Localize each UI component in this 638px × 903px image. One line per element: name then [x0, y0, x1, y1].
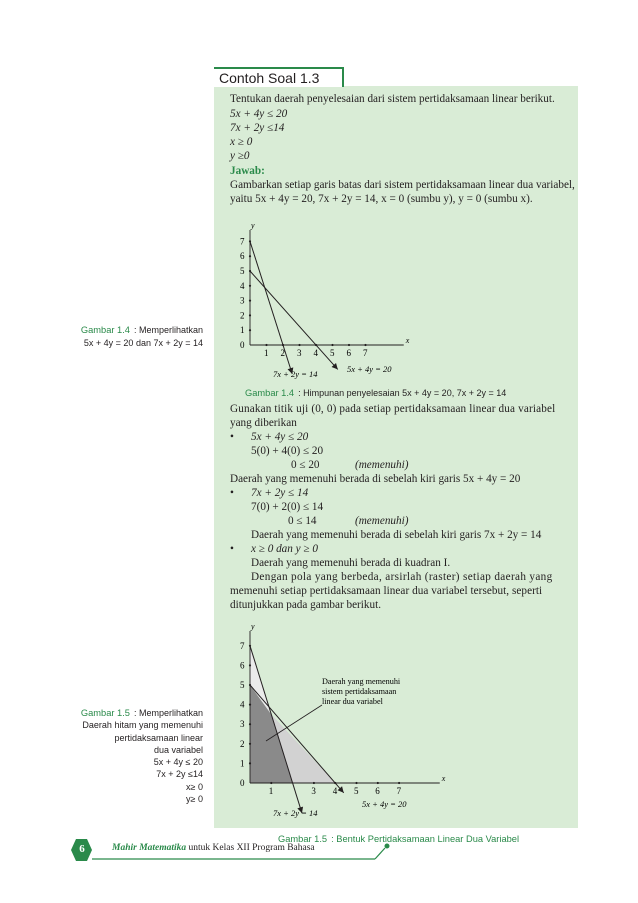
y-tick-label: 5 [240, 266, 245, 276]
bullet-2: • [230, 487, 234, 499]
x-tick-label: 5 [354, 786, 359, 796]
figure-1-4-chart [214, 200, 578, 380]
y-tick-label: 3 [240, 295, 245, 306]
book-subtitle: untuk Kelas XII Program Bahasa [188, 843, 315, 853]
line-7x2y [250, 241, 292, 374]
method-p2c: ditunjukkan pada gambar berikut. [230, 599, 381, 611]
y-tick-mark [249, 664, 251, 666]
y-tick-mark [249, 255, 251, 257]
x-tick-mark [331, 344, 333, 346]
method-p2b: memenuhi setiap pertidaksamaan linear dua variabel tersebut, seperti [230, 585, 543, 597]
margin-caption-1-text2: 5x + 4y = 20 dan 7x + 2y = 14 [83, 338, 203, 348]
y-tick-label: 6 [240, 251, 245, 262]
y-tick-label: 5 [240, 680, 245, 690]
y-tick-label: 2 [240, 738, 245, 749]
y-tick-label: 3 [240, 719, 245, 730]
y-axis-label: y [251, 622, 255, 631]
method-b2s2: 0 ≤ 14 [288, 515, 317, 527]
y-tick-label: 0 [240, 340, 245, 350]
footer-rule-end [375, 848, 385, 859]
margin-caption-2-line: dua variabel [153, 744, 203, 755]
method-b2: 7x + 2y ≤ 14 [251, 487, 309, 499]
margin-caption-2-line: y≥ 0 [186, 794, 203, 805]
answer-text-2: yaitu 5x + 4y = 20, 7x + 2y = 14, x = 0 (sumbu y), y = 0 (sumbu x). [230, 193, 533, 205]
margin-caption-2 [20, 706, 203, 805]
method-p2a: Dengan pola yang berbeda, arsirlah (raster) setiap daerah yang [251, 571, 553, 583]
x-tick-mark [270, 782, 272, 784]
y-tick-mark [249, 762, 251, 764]
method-b2c: Daerah yang memenuhi berada di sebelah kiri garis 7x + 2y = 14 [251, 529, 542, 541]
page-number: 6 [79, 843, 85, 855]
method-b3: x ≥ 0 dan y ≥ 0 [251, 543, 318, 555]
fig1-caption-text: : Himpunan penyelesaian 5x + 4y = 20, 7x + 2y = 14 [298, 388, 507, 398]
y-tick-mark [249, 329, 251, 331]
y-tick-label: 7 [240, 640, 245, 651]
fig2-annotation-line: sistem pertidaksamaan [322, 687, 397, 696]
x-tick-label: 1 [268, 786, 274, 796]
method-b3c: Daerah yang memenuhi berada di kuadran I. [251, 557, 451, 569]
y-tick-label: 0 [240, 778, 245, 788]
method-memenuhi-1: (memenuhi) [355, 459, 409, 471]
fig2-line-label-a: 7x + 2y = 14 [273, 808, 318, 818]
book-title: Mahir Matematika [112, 843, 187, 853]
margin-caption-2-line: pertidaksamaan linear [114, 732, 203, 743]
margin-caption-2-line: Daerah hitam yang memenuhi [82, 720, 203, 731]
y-tick-label: 1 [240, 758, 245, 769]
x-tick-mark [377, 782, 379, 784]
answer-label: Jawab: [230, 165, 265, 177]
margin-caption-2-line: x≥ 0 [186, 781, 203, 792]
figure-1-5-chart [214, 605, 578, 827]
x-tick-label: 6 [346, 348, 351, 358]
method-b1s2: 0 ≤ 20 [291, 459, 320, 471]
ineq-4: y ≥0 [230, 150, 250, 162]
y-tick-label: 7 [240, 236, 245, 247]
fig1-line-label-b: 5x + 4y = 20 [347, 364, 392, 374]
margin-caption-2-line: 7x + 2y ≤14 [156, 769, 203, 780]
footer-dot [385, 844, 390, 849]
problem-intro: Tentukan daerah penyelesaian dari sistem pertidaksamaan linear berikut. [230, 93, 555, 105]
method-b1: 5x + 4y ≤ 20 [251, 431, 309, 443]
method-p1a: Gunakan titik uji (0, 0) pada setiap pertidaksamaan linear dua variabel [230, 403, 556, 415]
x-tick-label: 7 [363, 348, 368, 358]
x-axis-label: x [405, 336, 410, 345]
y-tick-mark [249, 743, 251, 745]
footer-text [112, 843, 315, 853]
y-tick-mark [249, 314, 251, 316]
y-tick-mark [249, 285, 251, 287]
figure-1-4-caption [245, 383, 506, 401]
y-tick-label: 1 [240, 325, 245, 336]
x-tick-label: 5 [330, 348, 335, 358]
margin-caption-2-line: 5x + 4y ≤ 20 [153, 757, 203, 768]
bullet-3: • [230, 543, 234, 555]
fig2-annotation-line: Daerah yang memenuhi [322, 677, 401, 686]
fig2-caption-text: : Bentuk Pertidaksamaan Linear Dua Variabel [331, 834, 520, 844]
method-b1s1: 5(0) + 4(0) ≤ 20 [251, 445, 324, 457]
x-axis-label: x [441, 774, 446, 783]
x-tick-mark [355, 782, 357, 784]
fig2-annotation-line: linear dua variabel [322, 697, 383, 706]
y-tick-mark [249, 723, 251, 725]
y-tick-label: 2 [240, 310, 245, 321]
margin-caption-1 [20, 322, 203, 350]
y-tick-mark [249, 704, 251, 706]
x-tick-mark [348, 344, 350, 346]
x-tick-mark [265, 344, 267, 346]
x-tick-mark [398, 782, 400, 784]
fig2-line-label-b: 5x + 4y = 20 [362, 799, 407, 809]
x-tick-label: 3 [311, 786, 316, 796]
fig1-caption-label: Gambar 1.4 [245, 388, 295, 398]
ineq-1: 5x + 4y ≤ 20 [230, 108, 288, 120]
method-p1b: yang diberikan [230, 417, 297, 429]
x-tick-label: 7 [396, 786, 402, 796]
x-tick-label: 6 [375, 786, 380, 796]
method-b1c: Daerah yang memenuhi berada di sebelah kiri garis 5x + 4y = 20 [230, 473, 521, 485]
x-tick-mark [313, 782, 315, 784]
method-b2s1: 7(0) + 2(0) ≤ 14 [251, 501, 324, 513]
margin-caption-2-label: Gambar 1.5 [80, 708, 130, 718]
fig2-caption-label: Gambar 1.5 [278, 834, 328, 844]
bullet-1: • [230, 431, 234, 443]
y-tick-mark [249, 300, 251, 302]
y-tick-label: 4 [240, 699, 245, 710]
x-tick-label: 1 [264, 348, 269, 358]
x-tick-label: 2 [280, 348, 285, 358]
margin-caption-1-text1: : Memperlihatkan [133, 325, 203, 335]
ineq-3: x ≥ 0 [230, 136, 253, 148]
x-tick-label: 3 [297, 348, 302, 358]
x-tick-label: 4 [313, 348, 318, 358]
y-axis-label: y [251, 221, 255, 230]
answer-text-1: Gambarkan setiap garis batas dari sistem pertidaksamaan linear dua variabel, [230, 179, 575, 191]
y-tick-label: 4 [240, 280, 245, 291]
margin-caption-1-label: Gambar 1.4 [80, 325, 130, 335]
ineq-2: 7x + 2y ≤14 [230, 122, 285, 134]
x-tick-mark [298, 344, 300, 346]
box-title: Contoh Soal 1.3 [214, 67, 344, 87]
y-tick-label: 6 [240, 660, 245, 671]
x-tick-mark [364, 344, 366, 346]
method-memenuhi-2: (memenuhi) [355, 515, 409, 527]
fig1-line-label-a: 7x + 2y = 14 [273, 369, 318, 379]
margin-caption-2-line: : Memperlihatkan [133, 708, 203, 718]
x-tick-label: 4 [332, 786, 338, 796]
